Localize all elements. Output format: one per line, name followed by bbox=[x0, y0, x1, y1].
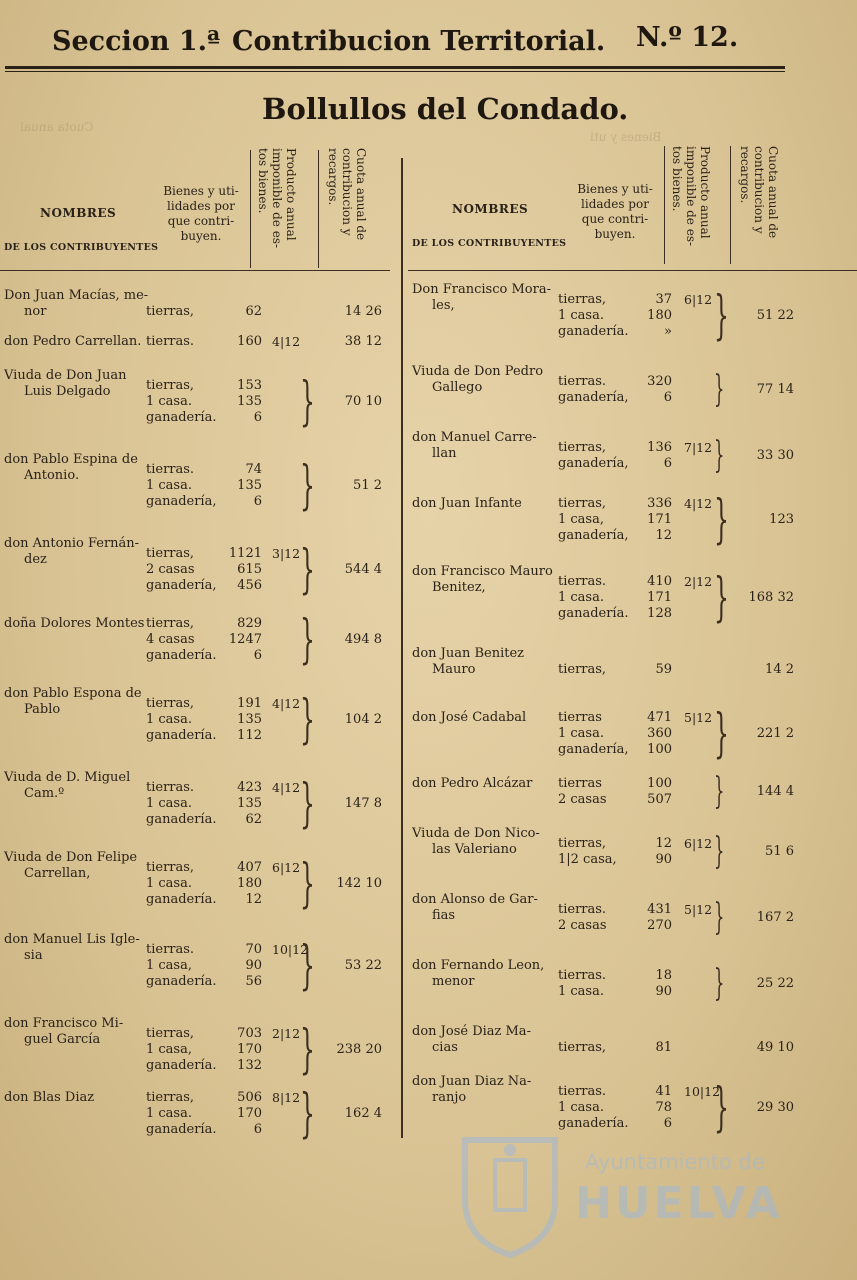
taxpayer-name: Pablo bbox=[24, 702, 61, 717]
taxpayer-name: don Pablo Espina de bbox=[4, 452, 138, 467]
header-cuota: Cuota anual de contribucion y recargos. bbox=[326, 148, 368, 241]
grouping-brace: } bbox=[300, 936, 315, 996]
property-label: tierras, bbox=[146, 616, 195, 631]
property-amount: 135 bbox=[237, 796, 262, 811]
property-amount: 456 bbox=[237, 578, 262, 593]
property-amount: 160 bbox=[237, 334, 262, 349]
property-amount: 78 bbox=[655, 1100, 672, 1115]
annual-quota: 51 2 bbox=[353, 478, 382, 493]
property-label: 4 casas bbox=[146, 632, 195, 647]
grouping-brace: } bbox=[714, 568, 729, 628]
property-amount: 829 bbox=[237, 616, 262, 631]
fraction-value: 4|12 bbox=[684, 496, 713, 511]
property-label: 2 casas bbox=[558, 792, 607, 807]
property-amount: 59 bbox=[655, 662, 672, 677]
taxpayer-name: Benitez, bbox=[432, 580, 486, 595]
grouping-brace: } bbox=[714, 831, 725, 872]
taxpayer-name: don Pablo Espona de bbox=[4, 686, 142, 701]
taxpayer-name: Cam.º bbox=[24, 786, 65, 801]
property-amount: 703 bbox=[237, 1026, 262, 1041]
property-label: 1 casa. bbox=[558, 590, 604, 605]
property-amount: 18 bbox=[655, 968, 672, 983]
annual-quota: 38 12 bbox=[344, 334, 382, 349]
property-label: tierras. bbox=[146, 334, 195, 349]
property-label: 2 casas bbox=[558, 918, 607, 933]
property-amount: 270 bbox=[647, 918, 672, 933]
fraction-value: 6|12 bbox=[684, 292, 713, 307]
property-label: tierras, bbox=[146, 1090, 195, 1105]
bleed-through: Cuota anual bbox=[20, 120, 94, 134]
property-label: ganadería. bbox=[146, 728, 217, 743]
taxpayer-name: don Antonio Fernán- bbox=[4, 536, 140, 551]
property-label: tierras, bbox=[146, 860, 195, 875]
property-amount: 180 bbox=[237, 876, 262, 891]
property-label: 1 casa. bbox=[558, 984, 604, 999]
property-label: 1 casa, bbox=[558, 512, 604, 527]
header-names-sub: DE LOS CONTRIBUYENTES bbox=[4, 242, 159, 253]
taxpayer-name: Luis Delgado bbox=[24, 384, 111, 399]
fraction-value: 8|12 bbox=[272, 1090, 301, 1105]
property-label: ganadería. bbox=[146, 648, 217, 663]
header-bienes: Bienes y uti-lidades por que contri-buyen. bbox=[577, 182, 653, 241]
fraction-value: 5|12 bbox=[684, 710, 713, 725]
taxpayer-name: Don Juan Macías, me- bbox=[4, 288, 149, 303]
grouping-brace: } bbox=[300, 690, 315, 750]
annual-quota: 70 10 bbox=[344, 394, 382, 409]
property-amount: 1247 bbox=[228, 632, 262, 647]
property-label: ganadería. bbox=[146, 974, 217, 989]
property-label: tierras, bbox=[146, 304, 195, 319]
property-amount: 136 bbox=[647, 440, 672, 455]
property-amount: 81 bbox=[655, 1040, 672, 1055]
property-label: tierras, bbox=[146, 696, 195, 711]
property-amount: 90 bbox=[655, 852, 672, 867]
property-amount: 6 bbox=[663, 456, 672, 471]
taxpayer-name: fias bbox=[432, 908, 456, 923]
property-amount: 135 bbox=[237, 478, 262, 493]
property-amount: 336 bbox=[647, 496, 672, 511]
grouping-brace: } bbox=[714, 490, 729, 550]
taxpayer-name: sia bbox=[24, 948, 43, 963]
annual-quota: 167 2 bbox=[756, 910, 794, 925]
property-amount: 41 bbox=[655, 1084, 672, 1099]
property-label: tierras. bbox=[146, 462, 195, 477]
header-cuota: Cuota anual de contribucion y recargos. bbox=[738, 146, 780, 239]
property-label: 1 casa. bbox=[146, 712, 192, 727]
property-label: 1 casa. bbox=[146, 394, 192, 409]
property-label: ganadería. bbox=[146, 1058, 217, 1073]
property-label: tierras, bbox=[558, 836, 607, 851]
property-amount: 37 bbox=[655, 292, 672, 307]
fraction-value: 4|12 bbox=[272, 334, 301, 349]
property-label: ganadería, bbox=[558, 390, 629, 405]
archive-watermark bbox=[455, 1120, 783, 1260]
property-amount: 112 bbox=[237, 728, 262, 743]
property-label: 1 casa. bbox=[558, 308, 604, 323]
property-label: ganadería. bbox=[146, 812, 217, 827]
grouping-brace: } bbox=[300, 1020, 315, 1080]
property-amount: 471 bbox=[647, 710, 672, 725]
grouping-brace: } bbox=[300, 540, 315, 600]
taxpayer-name: don Francisco Mi- bbox=[4, 1016, 124, 1031]
property-label: ganadería, bbox=[146, 494, 217, 509]
property-amount: 170 bbox=[237, 1042, 262, 1057]
fraction-value: 2|12 bbox=[684, 574, 713, 589]
property-amount: 135 bbox=[237, 712, 262, 727]
property-amount: 431 bbox=[647, 902, 672, 917]
property-amount: 12 bbox=[655, 836, 672, 851]
header-rule-thin bbox=[5, 71, 785, 72]
annual-quota: 144 4 bbox=[756, 784, 794, 799]
header-producto: Producto anual imponible de es-tos bienes. bbox=[670, 146, 712, 247]
property-amount: 320 bbox=[647, 374, 672, 389]
taxpayer-name: doña Dolores Montes bbox=[4, 616, 145, 631]
annual-quota: 162 4 bbox=[344, 1106, 382, 1121]
taxpayer-name: don José Cadabal bbox=[412, 710, 527, 725]
annual-quota: 29 30 bbox=[756, 1100, 794, 1115]
taxpayer-name: llan bbox=[432, 446, 457, 461]
property-amount: 191 bbox=[237, 696, 262, 711]
left-column bbox=[0, 140, 390, 1144]
grouping-brace: } bbox=[300, 610, 315, 670]
taxpayer-name: don Pedro Carrellan. bbox=[4, 334, 142, 349]
annual-quota: 51 22 bbox=[756, 308, 794, 323]
taxpayer-name: don Juan Benitez bbox=[412, 646, 525, 661]
property-label: tierras. bbox=[558, 968, 607, 983]
taxpayer-name: don Pedro Alcázar bbox=[412, 776, 533, 791]
property-label: tierras, bbox=[146, 546, 195, 561]
grouping-brace: } bbox=[300, 372, 315, 432]
grouping-brace: } bbox=[714, 963, 725, 1004]
property-amount: 407 bbox=[237, 860, 262, 875]
property-label: ganadería. bbox=[558, 324, 629, 339]
property-amount: 100 bbox=[647, 742, 672, 757]
property-amount: 135 bbox=[237, 394, 262, 409]
watermark-line2: HUELVA bbox=[575, 1178, 783, 1229]
taxpayer-name: don Blas Diaz bbox=[4, 1090, 95, 1105]
taxpayer-name: don Manuel Lis Igle- bbox=[4, 932, 140, 947]
property-amount: 6 bbox=[253, 1122, 262, 1137]
property-label: ganadería, bbox=[146, 578, 217, 593]
header-names-sub: DE LOS CONTRIBUYENTES bbox=[412, 238, 567, 249]
taxpayer-name: Mauro bbox=[432, 662, 476, 677]
taxpayer-name: Viuda de D. Miguel bbox=[4, 770, 131, 785]
property-label: tierras, bbox=[558, 496, 607, 511]
property-amount: 171 bbox=[647, 512, 672, 527]
grouping-brace: } bbox=[714, 1078, 729, 1138]
fraction-value: 2|12 bbox=[272, 1026, 301, 1041]
header-separator bbox=[250, 150, 251, 268]
property-amount: » bbox=[664, 324, 672, 339]
property-label: 1|2 casa, bbox=[558, 852, 617, 867]
page-title: Contribucion Territorial. bbox=[232, 26, 606, 57]
header-producto: Producto anual imponible de es-tos bienes. bbox=[256, 148, 298, 249]
taxpayer-name: Gallego bbox=[432, 380, 483, 395]
property-label: 1 casa, bbox=[146, 958, 192, 973]
property-label: 1 casa. bbox=[146, 1106, 192, 1121]
taxpayer-name: don Manuel Carre- bbox=[412, 430, 537, 445]
property-amount: 74 bbox=[245, 462, 262, 477]
property-label: 1 casa. bbox=[558, 1100, 604, 1115]
fraction-value: 5|12 bbox=[684, 902, 713, 917]
taxpayer-name: don Alonso de Gar- bbox=[412, 892, 538, 907]
property-amount: 100 bbox=[647, 776, 672, 791]
property-label: ganadería. bbox=[146, 892, 217, 907]
header-separator bbox=[730, 146, 731, 264]
taxpayer-name: don José Diaz Ma- bbox=[412, 1024, 531, 1039]
taxpayer-name: ranjo bbox=[432, 1090, 467, 1105]
header-names: NOMBRES bbox=[40, 206, 117, 220]
property-amount: 153 bbox=[237, 378, 262, 393]
property-amount: 506 bbox=[237, 1090, 262, 1105]
property-label: 1 casa. bbox=[146, 478, 192, 493]
property-label: tierras. bbox=[146, 780, 195, 795]
property-label: 1 casa. bbox=[146, 796, 192, 811]
annual-quota: 494 8 bbox=[344, 632, 382, 647]
grouping-brace: } bbox=[714, 771, 725, 812]
property-label: tierras, bbox=[558, 292, 607, 307]
annual-quota: 14 2 bbox=[765, 662, 794, 677]
annual-quota: 14 26 bbox=[344, 304, 382, 319]
property-amount: 180 bbox=[647, 308, 672, 323]
property-label: ganadería. bbox=[146, 1122, 217, 1137]
property-label: 2 casas bbox=[146, 562, 195, 577]
property-label: 1 casa. bbox=[146, 876, 192, 891]
taxpayer-name: menor bbox=[432, 974, 475, 989]
property-amount: 62 bbox=[245, 304, 262, 319]
property-label: tierras. bbox=[558, 902, 607, 917]
coat-of-arms-icon bbox=[455, 1120, 565, 1260]
annual-quota: 25 22 bbox=[756, 976, 794, 991]
property-label: ganadería, bbox=[558, 456, 629, 471]
taxpayer-name: Viuda de Don Nico- bbox=[412, 826, 540, 841]
taxpayer-name: Viuda de Don Juan bbox=[4, 368, 127, 383]
annual-quota: 238 20 bbox=[336, 1042, 382, 1057]
property-label: tierras, bbox=[558, 440, 607, 455]
property-amount: 90 bbox=[245, 958, 262, 973]
taxpayer-name: don Francisco Mauro bbox=[412, 564, 553, 579]
property-amount: 6 bbox=[253, 494, 262, 509]
town-title: Bollullos del Condado. bbox=[262, 92, 629, 126]
taxpayer-name: Viuda de Don Pedro bbox=[412, 364, 544, 379]
property-amount: 170 bbox=[237, 1106, 262, 1121]
annual-quota: 104 2 bbox=[344, 712, 382, 727]
property-amount: 410 bbox=[647, 574, 672, 589]
property-label: tierras, bbox=[558, 1040, 607, 1055]
property-amount: 360 bbox=[647, 726, 672, 741]
property-amount: 6 bbox=[663, 390, 672, 405]
annual-quota: 33 30 bbox=[756, 448, 794, 463]
property-label: tierras. bbox=[146, 942, 195, 957]
taxpayer-name: Antonio. bbox=[24, 468, 80, 483]
header-rule bbox=[5, 66, 785, 69]
annual-quota: 49 10 bbox=[756, 1040, 794, 1055]
property-amount: 1121 bbox=[228, 546, 262, 561]
bleed-through: Bienes y uti bbox=[590, 130, 662, 144]
taxpayer-name: don Juan Infante bbox=[412, 496, 522, 511]
taxpayer-name: don Fernando Leon, bbox=[412, 958, 545, 973]
grouping-brace: } bbox=[714, 897, 725, 938]
annual-quota: 123 bbox=[769, 512, 794, 527]
header-names: NOMBRES bbox=[452, 202, 529, 216]
grouping-brace: } bbox=[714, 369, 725, 410]
taxpayer-name: Viuda de Don Felipe bbox=[4, 850, 138, 865]
property-label: tierras. bbox=[558, 1084, 607, 1099]
property-label: tierras, bbox=[146, 378, 195, 393]
property-amount: 6 bbox=[253, 648, 262, 663]
section-label: Seccion 1.ª bbox=[52, 26, 221, 57]
fraction-value: 6|12 bbox=[272, 860, 301, 875]
taxpayer-name: cias bbox=[432, 1040, 458, 1055]
property-amount: 6 bbox=[253, 410, 262, 425]
fraction-value: 4|12 bbox=[272, 696, 301, 711]
fraction-value: 6|12 bbox=[684, 836, 713, 851]
grouping-brace: } bbox=[714, 704, 729, 764]
annual-quota: 168 32 bbox=[748, 590, 794, 605]
grouping-brace: } bbox=[300, 456, 315, 516]
property-label: 1 casa, bbox=[146, 1042, 192, 1057]
grouping-brace: } bbox=[300, 1084, 315, 1144]
grouping-brace: } bbox=[714, 286, 729, 346]
fraction-value: 3|12 bbox=[272, 546, 301, 561]
property-amount: 62 bbox=[245, 812, 262, 827]
property-label: tierras. bbox=[558, 574, 607, 589]
property-amount: 56 bbox=[245, 974, 262, 989]
header-separator bbox=[318, 150, 319, 268]
annual-quota: 221 2 bbox=[756, 726, 794, 741]
page-header bbox=[0, 22, 857, 62]
taxpayer-name: don Juan Diaz Na- bbox=[412, 1074, 532, 1089]
property-label: ganadería. bbox=[558, 1116, 629, 1131]
property-amount: 12 bbox=[655, 528, 672, 543]
page-number: N.º 12. bbox=[636, 22, 739, 53]
annual-quota: 51 6 bbox=[765, 844, 794, 859]
taxpayer-name: Don Francisco Mora- bbox=[412, 282, 551, 297]
taxpayer-name: nor bbox=[24, 304, 47, 319]
property-amount: 423 bbox=[237, 780, 262, 795]
grouping-brace: } bbox=[300, 774, 315, 834]
taxpayer-name: les, bbox=[432, 298, 455, 313]
header-separator bbox=[664, 146, 665, 264]
annual-quota: 544 4 bbox=[344, 562, 382, 577]
right-table-header bbox=[408, 140, 857, 271]
property-amount: 12 bbox=[245, 892, 262, 907]
property-amount: 615 bbox=[237, 562, 262, 577]
column-divider bbox=[401, 158, 403, 1138]
fraction-value: 10|12 bbox=[684, 1084, 721, 1099]
property-label: tierras bbox=[558, 710, 602, 725]
property-amount: 128 bbox=[647, 606, 672, 621]
watermark-line1: Ayuntamiento de bbox=[585, 1150, 765, 1174]
property-label: 1 casa. bbox=[558, 726, 604, 741]
annual-quota: 142 10 bbox=[336, 876, 382, 891]
left-table-header bbox=[0, 140, 390, 271]
annual-quota: 147 8 bbox=[344, 796, 382, 811]
property-amount: 6 bbox=[663, 1116, 672, 1131]
property-label: ganadería. bbox=[558, 606, 629, 621]
property-label: tierras, bbox=[558, 662, 607, 677]
annual-quota: 53 22 bbox=[344, 958, 382, 973]
taxpayer-name: dez bbox=[24, 552, 47, 567]
property-amount: 132 bbox=[237, 1058, 262, 1073]
grouping-brace: } bbox=[300, 854, 315, 914]
property-label: ganadería, bbox=[558, 528, 629, 543]
grouping-brace: } bbox=[714, 435, 725, 476]
property-label: tierras, bbox=[146, 1026, 195, 1041]
taxpayer-name: Carrellan, bbox=[24, 866, 91, 881]
annual-quota: 77 14 bbox=[756, 382, 794, 397]
property-label: ganadería. bbox=[146, 410, 217, 425]
right-column bbox=[408, 140, 857, 1138]
fraction-value: 10|12 bbox=[272, 942, 309, 957]
property-amount: 70 bbox=[245, 942, 262, 957]
property-label: tierras bbox=[558, 776, 602, 791]
property-label: ganadería, bbox=[558, 742, 629, 757]
property-label: tierras. bbox=[558, 374, 607, 389]
property-amount: 507 bbox=[647, 792, 672, 807]
property-amount: 171 bbox=[647, 590, 672, 605]
property-amount: 90 bbox=[655, 984, 672, 999]
header-bienes: Bienes y uti-lidades por que contri-buyen. bbox=[163, 184, 239, 243]
taxpayer-name: guel García bbox=[24, 1032, 101, 1047]
fraction-value: 4|12 bbox=[272, 780, 301, 795]
taxpayer-name: las Valeriano bbox=[432, 842, 517, 857]
fraction-value: 7|12 bbox=[684, 440, 713, 455]
